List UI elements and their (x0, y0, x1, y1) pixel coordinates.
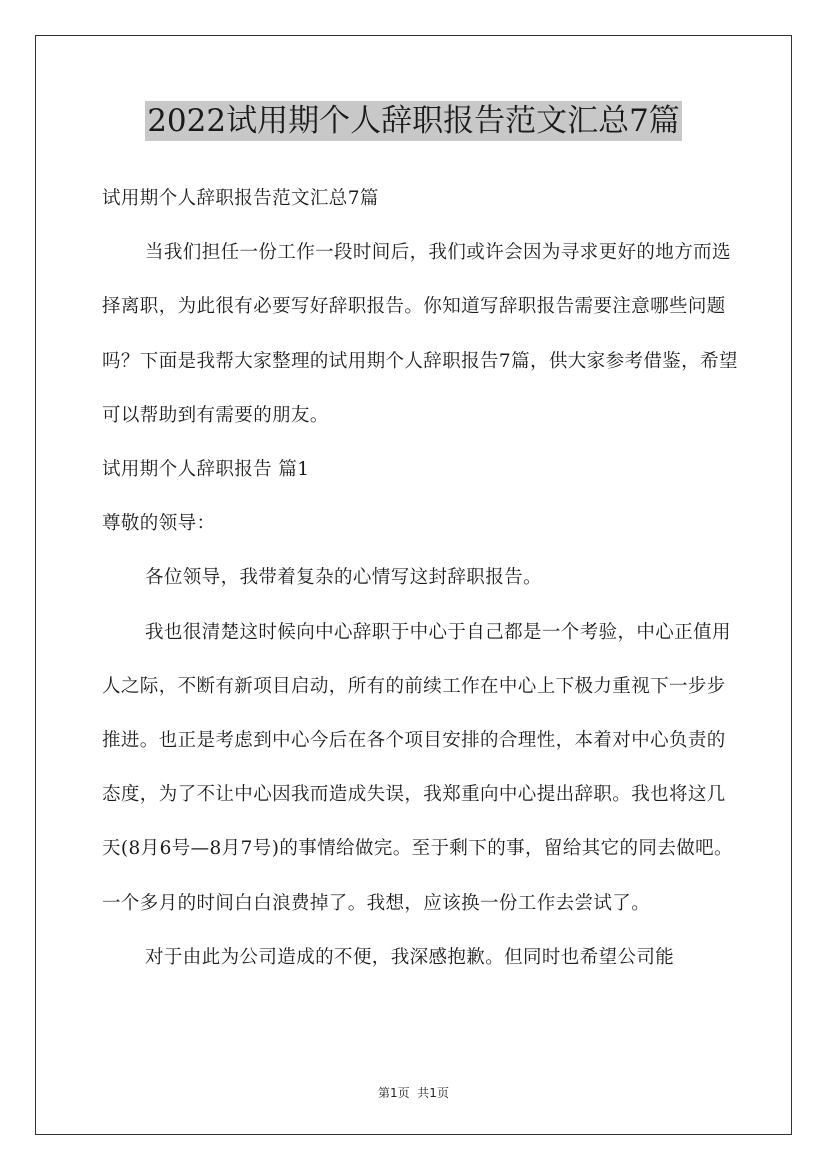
salutation: 尊敬的领导： (102, 513, 216, 535)
intro-paragraph: 当我们担任一份工作一段时间后，我们或许会因为寻求更好的地方而选择离职，为此很有必要写好辞职报告。你知道写辞职报告需要注意哪些问题吗？下面是我帮大家整理的试用期个人辞职报告7篇，供大家参考借鉴，希望可以帮助到有需要的朋友。 (102, 242, 738, 426)
document-body (102, 172, 742, 985)
page-footer: 第1页 共1页 (378, 1086, 449, 1100)
body-paragraph: 对于由此为公司造成的不便，我深感抱歉。但同时也希望公司能 (145, 946, 675, 968)
body-paragraph: 各位领导，我带着复杂的心情写这封辞职报告。 (145, 567, 542, 589)
section-heading: 试用期个人辞职报告 篇1 (102, 459, 310, 481)
doc-subtitle: 试用期个人辞职报告范文汇总7篇 (102, 188, 379, 209)
document-title (0, 101, 827, 141)
body-paragraph: 我也很清楚这时候向中心辞职于中心于自己都是一个考验，中心正值用人之际，不断有新项目启动，所有的前续工作在中心上下极力重视下一步步推进。也正是考虑到中心今后在各个项目安排的合理性，本着对中心负责的态度，为了不让中心因我而造成失误，我郑重向中心提出辞职。我也将这几天(8月6号—8月7号)的事情给做完。至于剩下的事，留给其它的同去做吧。一个多月的时间白白浪费掉了。我想，应该换一份工作去尝试了。 (102, 621, 733, 914)
document-title-text: 2022试用期个人辞职报告范文汇总7篇 (147, 103, 680, 139)
